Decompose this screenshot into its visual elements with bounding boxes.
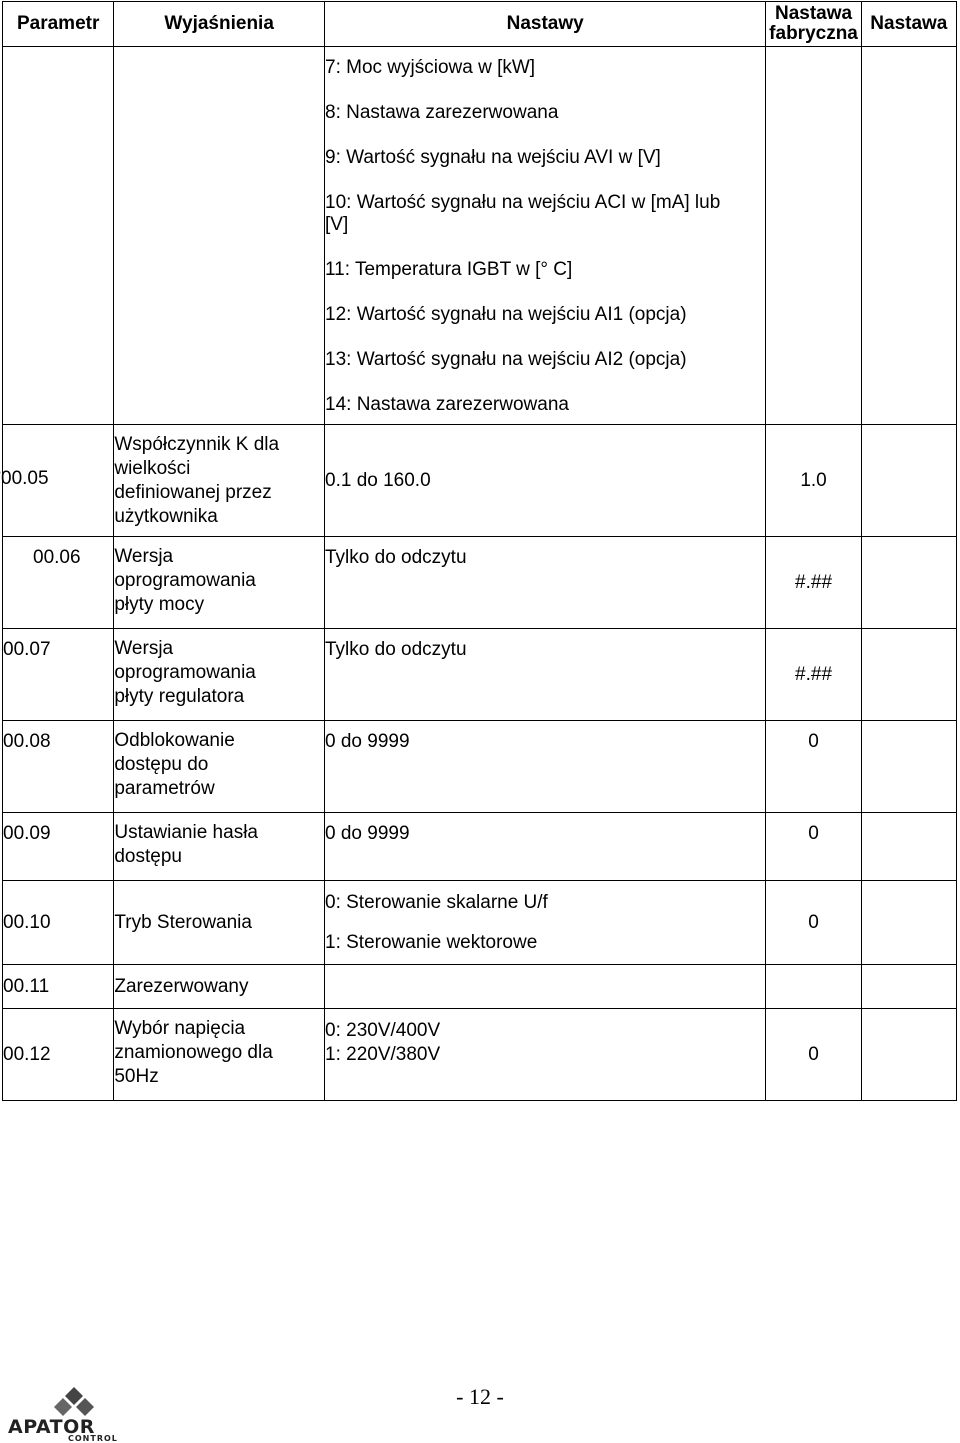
- header-settings: Nastawy: [325, 2, 766, 47]
- param-id: 00.08: [3, 731, 51, 752]
- param-explanation: Wybór napięcia znamionowego dla 50Hz: [114, 1018, 273, 1087]
- option-item: 14: Nastawa zarezerwowana: [325, 394, 569, 415]
- factory-value: #.##: [795, 571, 833, 593]
- header-factory-setting: [766, 2, 861, 47]
- param-explanation: Współczynnik K dla wielkości definiowanej przez użytkownika: [114, 434, 280, 527]
- table-row: [3, 721, 957, 813]
- option-item: 10: Wartość sygnału na wejściu ACI w [mA] lub [V]: [325, 192, 721, 235]
- param-id: 00.05: [1, 468, 49, 489]
- option-item: 12: Wartość sygnału na wejściu AI1 (opcja): [325, 304, 687, 325]
- expl-cell: [114, 629, 325, 721]
- settings-cell: [325, 965, 766, 1009]
- param-id-cell: [3, 965, 114, 1009]
- table-row: [3, 813, 957, 881]
- user-cell: [861, 881, 956, 965]
- factory-value: #.##: [795, 663, 833, 685]
- factory-cell-empty: [766, 47, 861, 425]
- settings-cell: [325, 721, 766, 813]
- param-explanation: Wersja oprogramowania płyty mocy: [114, 546, 256, 615]
- factory-value: 0: [808, 911, 819, 933]
- header-explanations: Wyjaśnienia: [114, 2, 325, 47]
- factory-cell: [766, 721, 861, 813]
- option-item: 11: Temperatura IGBT w [° C]: [325, 259, 573, 280]
- user-cell: [861, 721, 956, 813]
- param-explanation: Zarezerwowany: [114, 975, 249, 997]
- settings-options-cell: [325, 47, 766, 425]
- logo-text: APATOR: [8, 1416, 95, 1438]
- page-number: - 12 -: [456, 1384, 504, 1409]
- expl-cell: [114, 425, 325, 537]
- table-row: [3, 425, 957, 537]
- table-row: [3, 629, 957, 721]
- param-id-cell: [3, 813, 114, 881]
- expl-cell: [114, 1009, 325, 1101]
- param-id: 00.09: [3, 823, 51, 844]
- company-logo: [8, 1386, 138, 1442]
- param-id: 00.06: [33, 547, 81, 568]
- param-explanation: Odblokowanie dostępu do parametrów: [114, 730, 235, 799]
- settings-option: 1: Sterowanie wektorowe: [325, 931, 538, 953]
- param-id-cell: [3, 629, 114, 721]
- factory-cell: [766, 965, 861, 1009]
- user-cell: [861, 965, 956, 1009]
- option-item: 13: Wartość sygnału na wejściu AI2 (opcja): [325, 349, 687, 370]
- table-row: [3, 537, 957, 629]
- settings-range: 0 do 9999: [325, 731, 410, 752]
- header-user-setting: Nastawa: [861, 2, 956, 47]
- settings-cell: [325, 1009, 766, 1101]
- settings-cell: [325, 629, 766, 721]
- settings-cell: [325, 537, 766, 629]
- param-id-cell: [3, 425, 114, 537]
- param-cell-empty: [3, 47, 114, 425]
- settings-range: Tylko do odczytu: [325, 639, 467, 660]
- param-id-cell: [3, 721, 114, 813]
- expl-cell: [114, 965, 325, 1009]
- param-id-cell: [3, 537, 114, 629]
- settings-cell: [325, 813, 766, 881]
- factory-cell: [766, 537, 861, 629]
- param-id: 00.10: [3, 911, 51, 933]
- factory-cell: [766, 813, 861, 881]
- expl-cell: [114, 881, 325, 965]
- user-cell: [861, 425, 956, 537]
- header-param: Parametr: [3, 2, 114, 47]
- table-header-row: [3, 2, 957, 47]
- factory-cell: [766, 881, 861, 965]
- param-id: 00.07: [3, 639, 51, 660]
- logo-subtext: CONTROL: [68, 1434, 118, 1443]
- param-id-cell: [3, 881, 114, 965]
- header-factory-line2: fabryczna: [769, 23, 858, 44]
- settings-range: Tylko do odczytu: [325, 547, 467, 568]
- user-cell: [861, 537, 956, 629]
- parameters-table: [2, 1, 957, 1101]
- param-id: 00.11: [3, 975, 50, 997]
- user-cell-empty: [861, 47, 956, 425]
- factory-value: 0: [808, 1043, 819, 1065]
- param-explanation: Ustawianie hasła dostępu: [114, 822, 258, 867]
- table-row: [3, 965, 957, 1009]
- user-cell: [861, 813, 956, 881]
- options-list: [325, 47, 765, 422]
- factory-value: 1.0: [800, 469, 827, 491]
- user-cell: [861, 1009, 956, 1101]
- param-explanation: Wersja oprogramowania płyty regulatora: [114, 638, 256, 707]
- expl-cell: [114, 813, 325, 881]
- settings-range: 0 do 9999: [325, 823, 410, 844]
- settings-option: 0: Sterowanie skalarne U/f: [325, 891, 548, 913]
- header-factory-line1: Nastawa: [774, 3, 853, 24]
- expl-cell: [114, 721, 325, 813]
- table-row-continued: [3, 47, 957, 425]
- settings-range: 0.1 do 160.0: [325, 469, 431, 491]
- param-explanation: Tryb Sterowania: [114, 911, 252, 933]
- settings-option: 0: 230V/400V: [325, 1020, 441, 1041]
- settings-cell: [325, 425, 766, 537]
- settings-cell: [325, 881, 766, 965]
- table-row: [3, 1009, 957, 1101]
- factory-cell: [766, 629, 861, 721]
- logo-mark-icon: [50, 1386, 98, 1416]
- param-id-cell: [3, 1009, 114, 1101]
- expl-cell: [114, 537, 325, 629]
- option-item: 8: Nastawa zarezerwowana: [325, 102, 559, 123]
- settings-option: 1: 220V/380V: [325, 1044, 441, 1065]
- factory-value: 0: [808, 731, 819, 752]
- option-item: 7: Moc wyjściowa w [kW]: [325, 57, 536, 78]
- factory-cell: [766, 425, 861, 537]
- param-id: 00.12: [3, 1043, 51, 1065]
- user-cell: [861, 629, 956, 721]
- expl-cell-empty: [114, 47, 325, 425]
- table-row: [3, 881, 957, 965]
- option-item: 9: Wartość sygnału na wejściu AVI w [V]: [325, 147, 661, 168]
- factory-value: 0: [808, 823, 819, 844]
- factory-cell: [766, 1009, 861, 1101]
